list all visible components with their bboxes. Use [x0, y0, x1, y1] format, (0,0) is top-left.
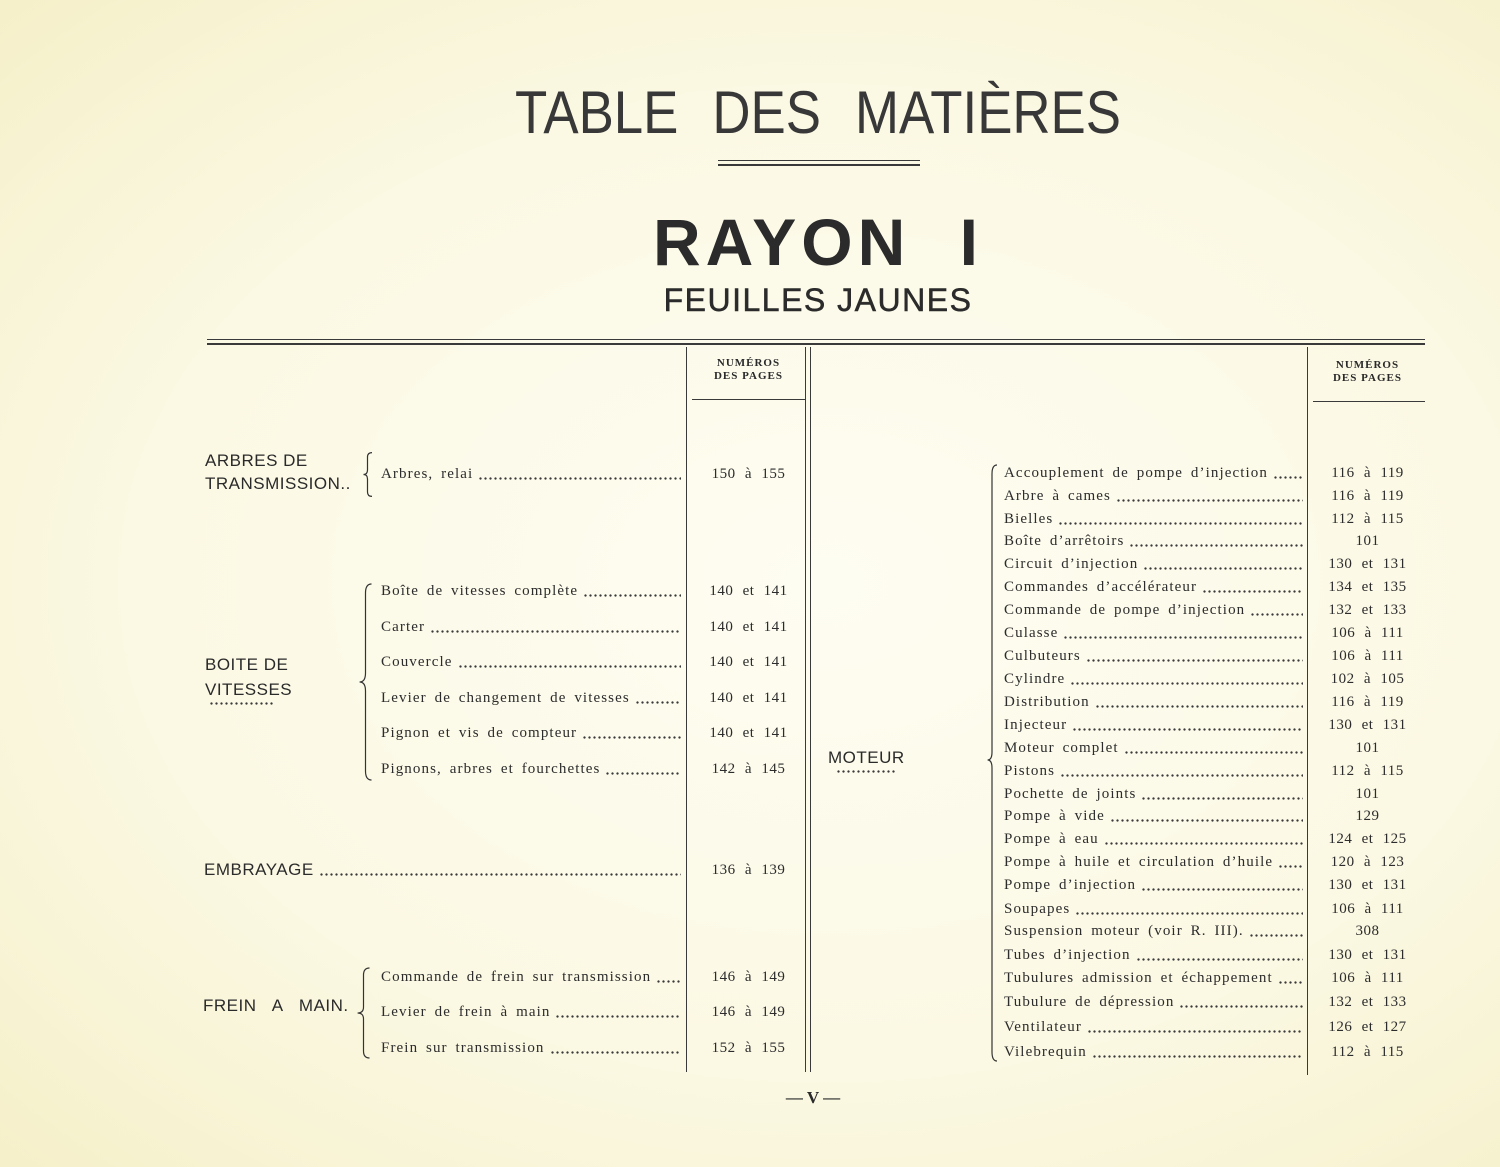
toc-row	[381, 1002, 805, 1022]
entry-label: Levier de frein à main	[381, 1004, 551, 1020]
page-numbers: 116 à 119	[1331, 465, 1404, 481]
page-numbers: 132 et 133	[1328, 602, 1407, 618]
dot-leader	[1060, 774, 1303, 777]
page-numbers: 112 à 115	[1331, 511, 1404, 527]
section-subtitle: FEUILLES JAUNES	[663, 282, 973, 318]
curly-brace-icon	[363, 452, 372, 497]
page-numbers: 150 à 155	[711, 466, 786, 482]
dot-leader	[583, 594, 681, 597]
entry-label: Boîte d’arrêtoirs	[1004, 533, 1125, 549]
dot-leader	[478, 477, 681, 480]
curly-brace-icon	[359, 583, 372, 781]
page-numbers: 106 à 111	[1331, 901, 1404, 917]
category-label	[205, 449, 351, 495]
dot-leader	[1086, 659, 1303, 662]
dot-leader	[605, 772, 681, 775]
dot-leader	[1179, 1005, 1303, 1008]
dot-leader	[582, 736, 681, 739]
page-numbers: 140 et 141	[709, 654, 788, 670]
page-numbers: 116 à 119	[1331, 694, 1404, 710]
dot-leader	[1070, 682, 1303, 685]
toc-row	[1004, 968, 1425, 988]
center-divider-line-a	[805, 347, 806, 1072]
dot-leader	[458, 665, 681, 668]
category-label-line: ARBRES DE	[205, 451, 308, 470]
entry-label: Carter	[381, 619, 426, 635]
entry-label: Pompe à vide	[1004, 808, 1105, 824]
page-numbers: 142 à 145	[711, 761, 786, 777]
category-label-line: FREIN A MAIN.	[203, 996, 349, 1015]
page-numbers: 134 et 135	[1328, 579, 1407, 595]
dot-leader	[1278, 981, 1303, 984]
dot-leader	[836, 770, 896, 773]
dot-leader	[1104, 842, 1303, 845]
dot-leader	[1124, 751, 1303, 754]
category-label	[203, 994, 349, 1018]
dot-leader	[656, 980, 681, 983]
column-header-line1: NUMÉROS	[1335, 359, 1400, 371]
page-numbers: 140 et 141	[709, 619, 788, 635]
toc-row	[1004, 1042, 1425, 1062]
entry-label: Pochette de joints	[1004, 786, 1137, 802]
toc-row	[1004, 715, 1425, 735]
entry-label: Injecteur	[1004, 717, 1068, 733]
dot-leader	[1087, 1030, 1303, 1033]
dot-leader	[1136, 958, 1303, 961]
page-numbers: 146 à 149	[711, 969, 786, 985]
toc-row	[1004, 945, 1425, 965]
toc-row	[1004, 646, 1425, 666]
curly-brace-icon	[357, 967, 370, 1059]
page-numbers: 136 à 139	[711, 862, 786, 878]
toc-row	[1004, 669, 1425, 689]
category-label	[828, 746, 905, 773]
toc-row	[381, 652, 805, 672]
category-label-text: MOTEUR	[828, 748, 905, 767]
toc-row-embrayage	[204, 860, 805, 880]
toc-row	[1004, 921, 1425, 941]
toc-row	[1004, 600, 1425, 620]
toc-row	[1004, 829, 1425, 849]
dot-leader	[319, 873, 681, 876]
page-numbers: 146 à 149	[711, 1004, 786, 1020]
page-numbers: 106 à 111	[1331, 648, 1404, 664]
toc-row	[1004, 899, 1425, 919]
toc-row	[1004, 806, 1425, 826]
right-pages-column-header	[1310, 359, 1425, 385]
entry-label: Culasse	[1004, 625, 1059, 641]
entry-label: Levier de changement de vitesses	[381, 690, 630, 706]
category-label-line: TRANSMISSION..	[205, 474, 351, 493]
entry-label: Frein sur transmission	[381, 1040, 545, 1056]
table-top-double-rule	[207, 339, 1425, 345]
entry-label: Tubes d’injection	[1004, 947, 1131, 963]
toc-row	[1004, 577, 1425, 597]
toc-row	[381, 723, 805, 743]
page-numbers: 129	[1355, 808, 1380, 824]
page-number: — V —	[785, 1088, 841, 1107]
entry-label: Pompe à huile et circulation d’huile	[1004, 854, 1274, 870]
toc-row	[1004, 692, 1425, 712]
page-numbers: 130 et 131	[1328, 556, 1407, 572]
page-numbers: 130 et 131	[1328, 717, 1407, 733]
left-pages-column-divider	[686, 347, 687, 1072]
category-label: EMBRAYAGE	[204, 860, 314, 879]
page-numbers: 101	[1355, 786, 1380, 802]
category-label	[205, 652, 292, 705]
toc-row	[1004, 486, 1425, 506]
column-header-line2: DES PAGES	[713, 370, 783, 382]
center-divider-line-b	[810, 347, 811, 1072]
toc-row	[1004, 509, 1425, 529]
toc-row	[381, 1038, 805, 1058]
title-double-rule	[718, 160, 920, 166]
toc-row	[1004, 623, 1425, 643]
page-numbers: 126 et 127	[1328, 1019, 1407, 1035]
toc-row	[381, 464, 805, 484]
column-header-line2: DES PAGES	[1332, 372, 1402, 384]
dot-leader	[555, 1015, 681, 1018]
page-numbers: 140 et 141	[709, 690, 788, 706]
entry-label: Moteur complet	[1004, 740, 1119, 756]
dot-leader	[1278, 865, 1303, 868]
page-numbers: 106 à 111	[1331, 970, 1404, 986]
page-numbers: 140 et 141	[709, 725, 788, 741]
category-label-line	[828, 746, 905, 773]
dot-leader	[1143, 567, 1303, 570]
dot-leader	[1249, 934, 1303, 937]
page-numbers: 132 et 133	[1328, 994, 1407, 1010]
toc-row	[1004, 852, 1425, 872]
left-pages-column-header	[692, 357, 805, 383]
entry-label: Pignons, arbres et fourchettes	[381, 761, 601, 777]
category-label-text: VITESSES	[205, 680, 293, 699]
left-header-underline	[692, 399, 805, 400]
dot-leader	[1110, 819, 1303, 822]
entry-label: Distribution	[1004, 694, 1090, 710]
toc-row	[1004, 784, 1425, 804]
dot-leader	[1202, 590, 1303, 593]
page-numbers: 308	[1355, 923, 1380, 939]
page-numbers: 130 et 131	[1328, 947, 1407, 963]
entry-label: Soupapes	[1004, 901, 1071, 917]
dot-leader	[1072, 728, 1303, 731]
entry-label: Ventilateur	[1004, 1019, 1082, 1035]
page-numbers: 116 à 119	[1331, 488, 1404, 504]
dot-leader	[1273, 476, 1303, 479]
entry-label: Couvercle	[381, 654, 453, 670]
page-numbers: 112 à 115	[1331, 763, 1404, 779]
entry-label: Commande de frein sur transmission	[381, 969, 652, 985]
toc-row	[1004, 875, 1425, 895]
dot-leader	[635, 701, 681, 704]
right-header-underline	[1313, 401, 1425, 402]
toc-row	[1004, 554, 1425, 574]
entry-label: Vilebrequin	[1004, 1044, 1087, 1060]
toc-row	[381, 759, 805, 779]
entry-label: Commandes d’accélérateur	[1004, 579, 1198, 595]
dot-leader	[1141, 797, 1303, 800]
entry-label: Arbres, relai	[381, 466, 474, 482]
column-header-line1: NUMÉROS	[716, 357, 781, 369]
entry-label: Pistons	[1004, 763, 1056, 779]
toc-row	[1004, 531, 1425, 551]
entry-label: Pignon et vis de compteur	[381, 725, 578, 741]
entry-label: Pompe d’injection	[1004, 877, 1137, 893]
toc-row	[1004, 761, 1425, 781]
dot-leader	[1058, 522, 1303, 525]
toc-row	[381, 617, 805, 637]
page-numbers: 106 à 111	[1331, 625, 1404, 641]
dot-leader	[209, 702, 273, 705]
entry-label: Bielles	[1004, 511, 1054, 527]
toc-row	[1004, 738, 1425, 758]
toc-row	[1004, 992, 1425, 1012]
page-numbers: 130 et 131	[1328, 877, 1407, 893]
dot-leader	[1092, 1055, 1303, 1058]
page-numbers: 101	[1355, 740, 1380, 756]
document-title: TABLE DES MATIÈRES	[515, 79, 1121, 146]
entry-label: Tubulures admission et échappement	[1004, 970, 1273, 986]
curly-brace-icon	[987, 464, 997, 1062]
page-numbers: 112 à 115	[1331, 1044, 1404, 1060]
dot-leader	[1116, 499, 1303, 502]
entry-label: Pompe à eau	[1004, 831, 1099, 847]
page-numbers: 101	[1355, 533, 1380, 549]
entry-label: Commande de pompe d’injection	[1004, 602, 1246, 618]
category-label-line: BOITE DE	[205, 655, 289, 674]
page-numbers: 152 à 155	[711, 1040, 786, 1056]
entry-label: Tubulure de dépression	[1004, 994, 1175, 1010]
dot-leader	[430, 630, 681, 633]
dot-leader	[1141, 888, 1303, 891]
section-title: RAYON I	[653, 205, 983, 279]
category-label-line2	[205, 677, 292, 705]
toc-row	[1004, 1017, 1425, 1037]
dot-leader	[1250, 613, 1303, 616]
entry-label: Culbuteurs	[1004, 648, 1081, 664]
page-numbers: 102 à 105	[1330, 671, 1405, 687]
page-numbers: 124 et 125	[1328, 831, 1407, 847]
page-numbers: 140 et 141	[709, 583, 788, 599]
entry-label: Suspension moteur (voir R. III).	[1004, 923, 1244, 939]
dot-leader	[1063, 636, 1303, 639]
dot-leader	[550, 1051, 681, 1054]
dot-leader	[1129, 544, 1303, 547]
entry-label: Arbre à cames	[1004, 488, 1111, 504]
entry-label: Boîte de vitesses complète	[381, 583, 579, 599]
dot-leader	[1075, 912, 1303, 915]
dot-leader	[1095, 705, 1303, 708]
entry-label: Cylindre	[1004, 671, 1066, 687]
toc-row	[381, 581, 805, 601]
toc-row	[1004, 463, 1425, 483]
toc-row	[381, 688, 805, 708]
page-numbers: 120 à 123	[1330, 854, 1405, 870]
entry-label: Circuit d’injection	[1004, 556, 1139, 572]
toc-row	[381, 967, 805, 987]
entry-label: Accouplement de pompe d’injection	[1004, 465, 1268, 481]
